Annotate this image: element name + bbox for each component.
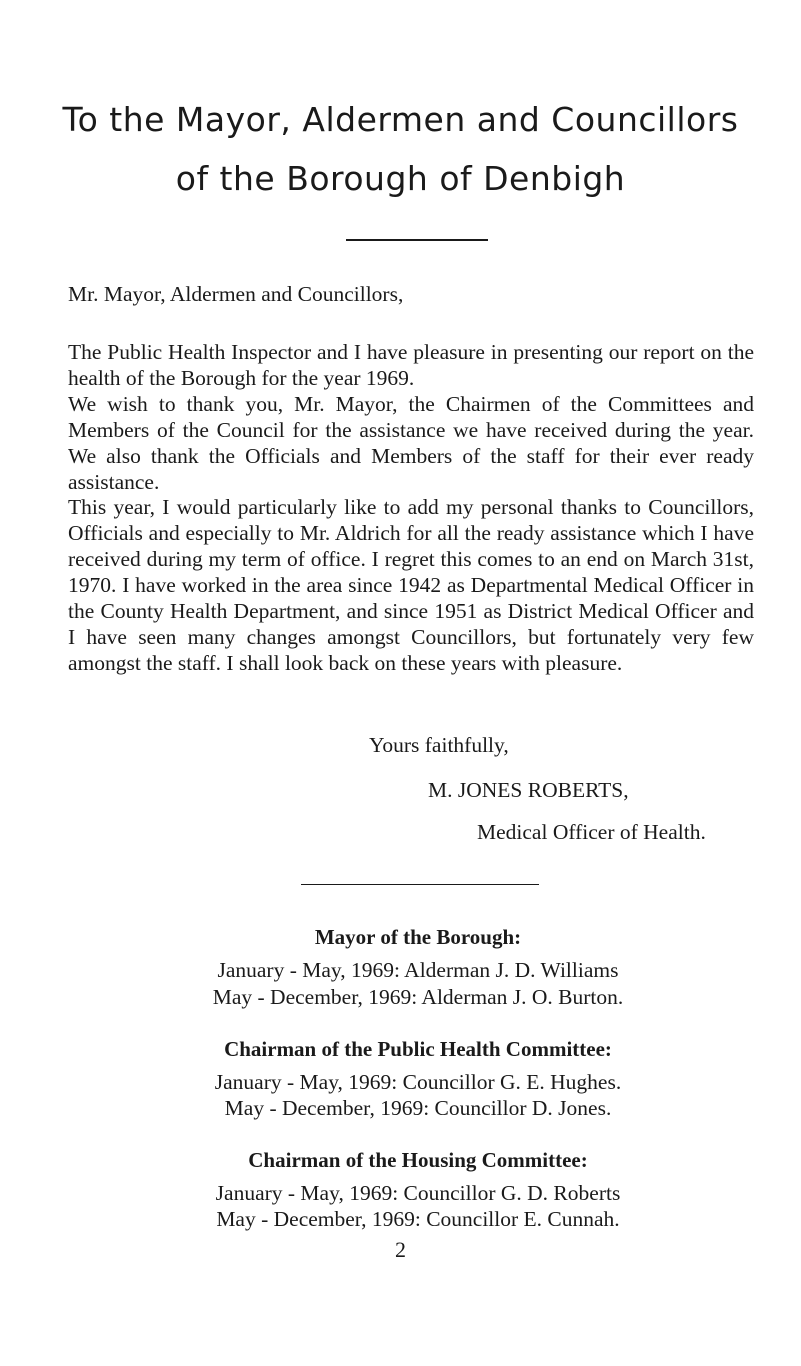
page-number: 2 (395, 1237, 406, 1262)
mayor-heading: Mayor of the Borough: (314, 925, 522, 949)
closing: Yours faithfully, (369, 733, 509, 757)
paragraph-2: We wish to thank you, Mr. Mayor, the Chairmen of the Committees and Members of the Council for the assistance we have received during the year. We also thank the Officials and Members of the staff for their ever ready assistance. (68, 391, 754, 494)
paragraph-3: This year, I would particularly like to add my personal thanks to Councillors, Officials and especially to Mr. Aldrich for all the ready assistance which I have received during my term of office. I regret this comes to an end on March 31st, 1970. I have worked in the area since 1942 as Departmental Medical Officer in the County Health Department, and since 1951 as District Medical Officer and I have seen many changes amongst Councillors, but fortunately very few amongst the staff. I shall look back on these years with pleasure. (68, 495, 754, 675)
letter-body (68, 340, 754, 677)
signatory-name: M. JONES ROBERTS, (428, 778, 629, 802)
housing-committee-entry: May - December, 1969: Councillor E. Cunnah. (216, 1207, 620, 1231)
health-committee-entry: January - May, 1969: Councillor G. E. Hughes. (214, 1070, 622, 1094)
mayor-entry: January - May, 1969: Alderman J. D. Williams (217, 958, 619, 982)
housing-committee-entry: January - May, 1969: Councillor G. D. Roberts (215, 1181, 621, 1205)
title-line-2: of the Borough of Denbigh (175, 159, 626, 198)
salutation: Mr. Mayor, Aldermen and Councillors, (68, 282, 404, 306)
housing-committee-heading: Chairman of the Housing Committee: (248, 1148, 588, 1172)
signatory-title: Medical Officer of Health. (477, 820, 706, 844)
paragraph-1: The Public Health Inspector and I have pleasure in presenting our report on the health of the Borough for the year 1969. (68, 340, 754, 390)
title-divider (346, 239, 488, 241)
title-line-1: To the Mayor, Aldermen and Councillors (62, 100, 739, 139)
mayor-entry: May - December, 1969: Alderman J. O. Burton. (212, 985, 624, 1009)
section-divider (301, 884, 539, 885)
health-committee-heading: Chairman of the Public Health Committee: (224, 1037, 612, 1061)
health-committee-entry: May - December, 1969: Councillor D. Jones. (224, 1096, 612, 1120)
